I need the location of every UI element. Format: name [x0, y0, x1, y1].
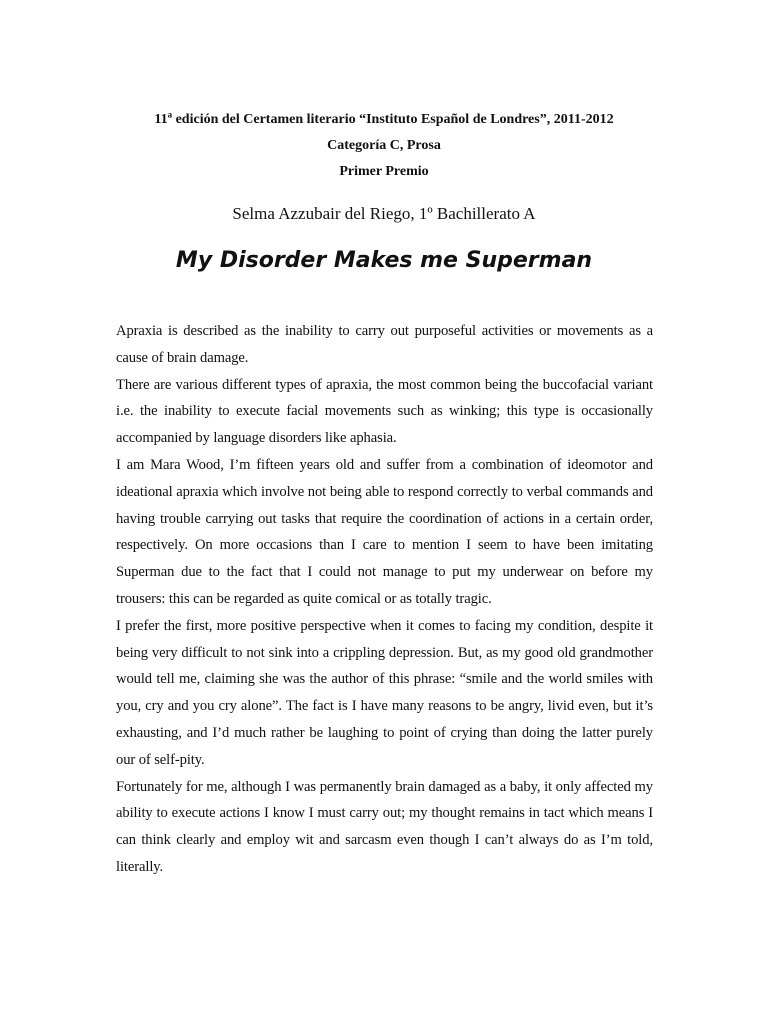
paragraph-5: Fortunately for me, although I was permanently brain damaged as a baby, it only affected my ability to execute actions I know I must carry out; my thought remains in tact which means I can think clearly and employ wit and sarcasm even though I can’t always do as I’m told, literally.	[116, 778, 653, 875]
category-heading: Categoría C, Prosa	[327, 138, 441, 153]
essay-title: My Disorder Makes me Superman	[175, 248, 593, 273]
edition-number: 11	[154, 112, 168, 127]
paragraph-4: I prefer the first, more positive perspective when it comes to facing my condition, despite it being very difficult to not sink into a crippling depression. But, as my good old grandmother would tell me, claiming she was the author of this phrase: “smile and the world smiles with you, cry and you cry alone”. The fact is I have many reasons to be angry, livid even, but it’s exhausting, and I’d much rather be laughing to point of crying than doing the latter purely our of self-pity.	[116, 617, 653, 768]
essay-body	[116, 318, 653, 881]
edition-description: edición del Certamen literario “Instituto Español de Londres”, 2011-2012	[172, 112, 614, 127]
contest-edition-heading	[0, 111, 768, 129]
paragraph-2: There are various different types of apraxia, the most common being the buccofacial variant i.e. the inability to execute facial movements such as winking; this type is occasionally accompanied by language disorders like aphasia.	[116, 376, 653, 447]
prize-heading: Primer Premio	[339, 164, 429, 179]
paragraph-1: Apraxia is described as the inability to carry out purposeful activities or movements as a cause of brain damage.	[116, 323, 653, 366]
author-line: Selma Azzubair del Riego, 1º Bachillerato A	[232, 204, 536, 223]
paragraph-3: I am Mara Wood, I’m fifteen years old and suffer from a combination of ideomotor and ideational apraxia which involve not being able to respond correctly to verbal commands and having trouble carrying out tasks that require the coordination of actions in a certain order, respectively. On more occasions than I care to mention I seem to have been imitating Superman due to the fact that I could not manage to put my underwear on before my trousers: this can be regarded as quite comical or as totally tragic.	[116, 456, 653, 607]
edition-ordinal-superscript: a	[167, 109, 173, 120]
